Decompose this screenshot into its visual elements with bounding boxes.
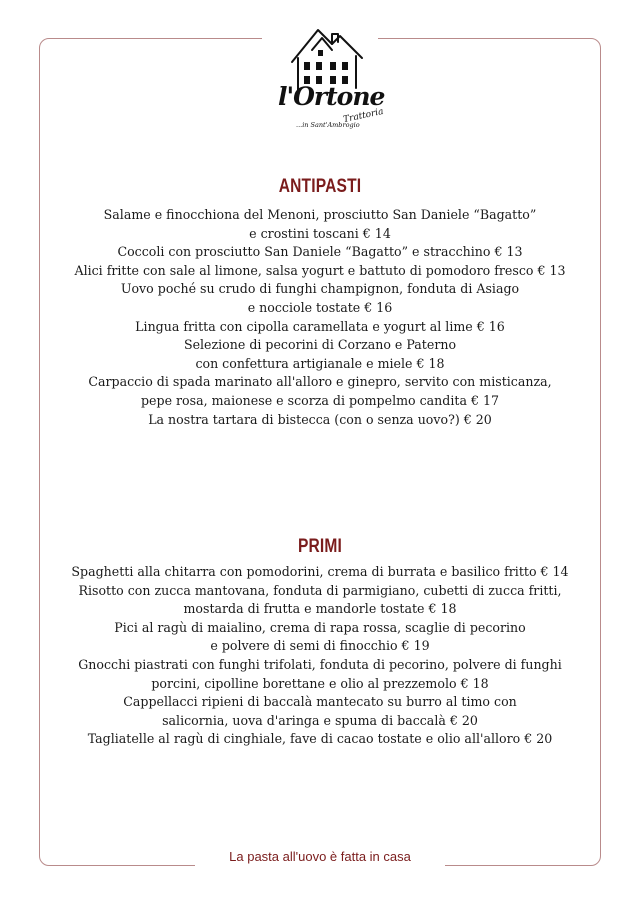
menu-line: Uovo poché su crudo di funghi champignon, fonduta di Asiago [120,281,520,297]
menu-line: Spaghetti alla chitarra con pomodorini, crema di burrata e basilico fritto € 14 [71,564,569,579]
menu-line: Coccoli con prosciutto San Daniele “Bagatto” e stracchino € 13 [117,244,523,260]
menu-line: porcini, cipolline borettane e olio al prezzemolo € 18 [151,675,489,691]
menu-line: salicornia, uova d'aringa e spuma di baccalà € 20 [162,712,478,728]
menu-line: Cappellacci ripieni di baccalà mantecato su burro al timo con [123,694,517,710]
menu-line: pepe rosa, maionese e scorza di pompelmo candita € 17 [141,392,499,408]
primi-heading: PRIMI [297,536,343,557]
menu-line: mostarda di frutta e mandorle tostate € 18 [183,601,457,617]
footer-note: La pasta all'uovo è fatta in casa [229,849,411,864]
logo-name: l'Ortone [278,82,385,111]
menu-line: Alici fritte con sale al limone, salsa yogurt e battuto di pomodoro fresco € 13 [74,262,566,278]
menu-line: La nostra tartara di bistecca (con o senza uovo?) € 20 [148,411,492,427]
antipasti-heading: ANTIPASTI [278,176,362,197]
antipasti-list [0,206,640,429]
menu-line: e polvere di semi di finocchio € 19 [210,638,430,654]
logo-subtitle: Trattoria [342,106,385,126]
menu-line: Risotto con zucca mantovana, fonduta di parmigiano, cubetti di zucca fritti, [78,582,562,598]
menu-line: Tagliatelle al ragù di cinghiale, fave di cacao tostate e olio all'alloro € 20 [87,731,553,747]
menu-line: Selezione di pecorini di Corzano e Paterno [183,337,457,353]
menu-line: e nocciole tostate € 16 [247,299,393,315]
menu-line: e crostini toscani € 14 [249,225,391,241]
primi-list [0,563,640,749]
menu-line: Salame e finocchiona del Menoni, prosciutto San Daniele “Bagatto” [103,207,537,222]
menu-line: Pici al ragù di maialino, crema di rapa rossa, scaglie di pecorino [114,619,526,635]
menu-line: Gnocchi piastrati con funghi trifolati, fonduta di pecorino, polvere di funghi [78,656,562,672]
menu-line: Carpaccio di spada marinato all'alloro e ginepro, servito con misticanza, [88,374,552,390]
logo-location: ...in Sant'Ambrogio [296,121,360,129]
menu-line: Lingua fritta con cipolla caramellata e yogurt al lime € 16 [135,318,505,334]
menu-line: con confettura artigianale e miele € 18 [195,355,445,371]
